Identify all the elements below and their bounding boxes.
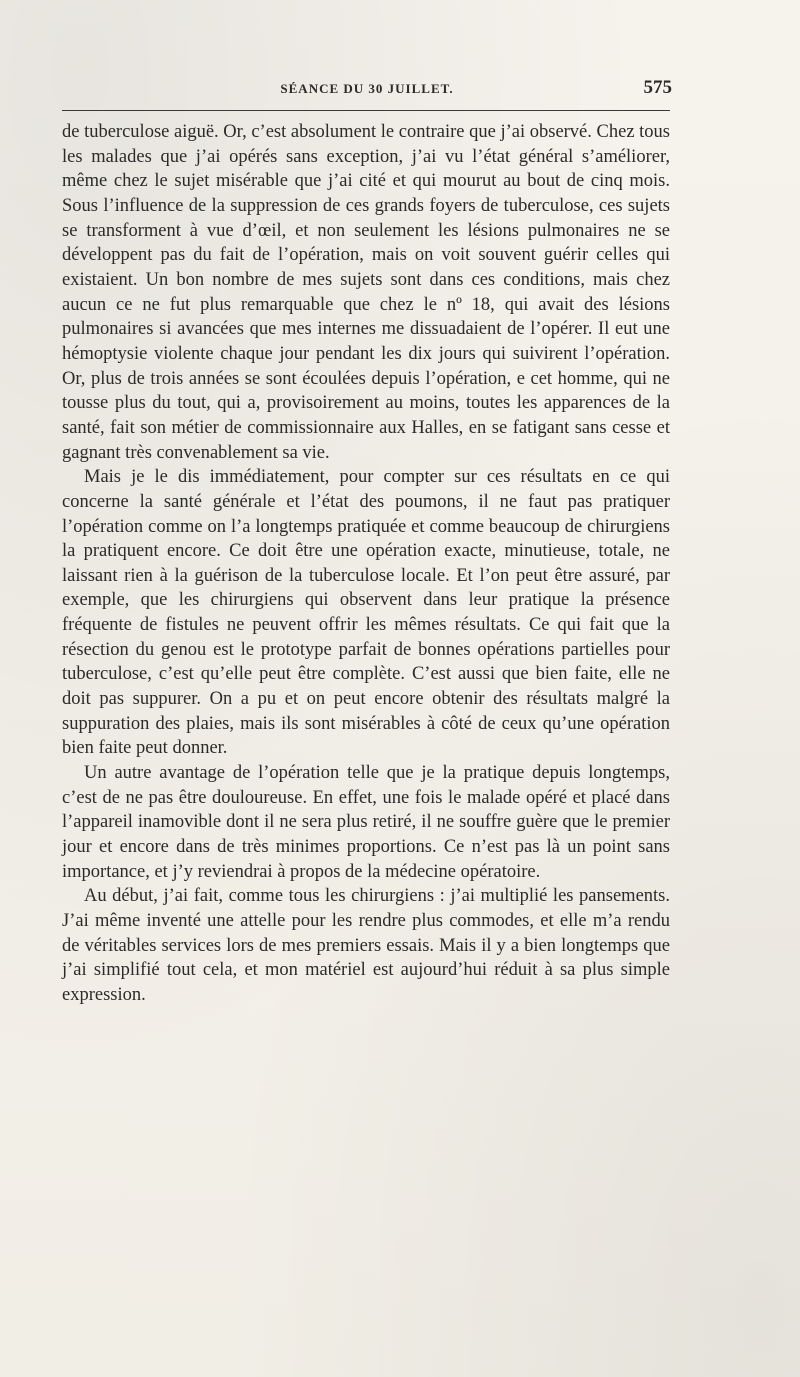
running-title: SÉANCE DU 30 JUILLET. bbox=[280, 81, 454, 96]
page-number: 575 bbox=[643, 77, 672, 98]
paragraph-2: Mais je le dis immédiatement, pour compter sur ces résultats en ce qui concerne la santé générale et l’état des poumons, il ne faut pas pratiquer l’opération comme on l’a longtemps pratiquée et comme beaucoup de chirurgiens la pratiquent encore. Ce doit être une opération exacte, minutieuse, totale, ne laissant rien à la guérison de la tuberculose locale. Et l’on peut être assuré, par exemple, que les chirurgiens qui observent dans leur pratique la présence fréquente de fistules ne peuvent offrir les mêmes résultats. Ce qui fait que la résection du genou est le prototype parfait de bonnes opérations partielles pour tuberculose, c’est qu’elle peut être complète. C’est aussi que bien faite, elle ne doit pas suppurer. On a pu et on peut encore obtenir des résultats malgré la suppuration des plaies, mais ils sont misérables à côté de ceux qu’une opération bien faite peut donner. bbox=[62, 467, 670, 759]
body-text bbox=[62, 120, 670, 1008]
paragraph-1: de tuberculose aiguë. Or, c’est absolument le contraire que j’ai observé. Chez tous les malades que j’ai opérés sans exception, j’ai vu l’état général s’améliorer, même chez le sujet misérable que j’ai cité et qui mourut au bout de cinq mois. Sous l’influence de la suppression de ces grands foyers de tuberculose, ces sujets se transforment à vue d’œil, et non seulement les lésions pulmonaires ne se développent pas du fait de l’opération, mais on voit souvent guérir celles qui existaient. Un bon nombre de mes sujets sont dans ces conditions, mais chez aucun ce ne fut plus remarquable que chez le nº 18, qui avait des lésions pulmonaires si avancées que mes internes me dissuadaient de l’opérer. Il eut une hémoptysie violente chaque jour pendant les dix jours qui suivirent l’opération. Or, plus de trois années se sont écoulées depuis l’opération, e cet homme, qui ne tousse plus du tout, qui a, provisoirement au moins, toutes les apparences de la santé, fait son métier de commissionnaire aux Halles, en se fatigant sans cesse et gagnant très convenablement sa vie. bbox=[62, 122, 670, 463]
paragraph-3: Un autre avantage de l’opération telle que je la pratique depuis longtemps, c’est de ne pas être douloureuse. En effet, une fois le malade opéré et placé dans l’appareil inamovible dont il ne sera plus retiré, il ne souffre guère que le premier jour et encore dans de très minimes proportions. Ce n’est pas là un point sans importance, et j’y reviendrai à propos de la médecine opératoire. bbox=[62, 763, 670, 882]
paragraph-4: Au début, j’ai fait, comme tous les chirurgiens : j’ai multiplié les pansements. J’ai même inventé une attelle pour les rendre plus commodes, et elle m’a rendu de véritables services lors de mes premiers essais. Mais il y a bien longtemps que j’ai simplifié tout cela, et mon matériel est aujourd’hui réduit à sa plus simple expression. bbox=[62, 886, 670, 1005]
running-header bbox=[62, 79, 672, 101]
header-rule bbox=[62, 110, 670, 111]
